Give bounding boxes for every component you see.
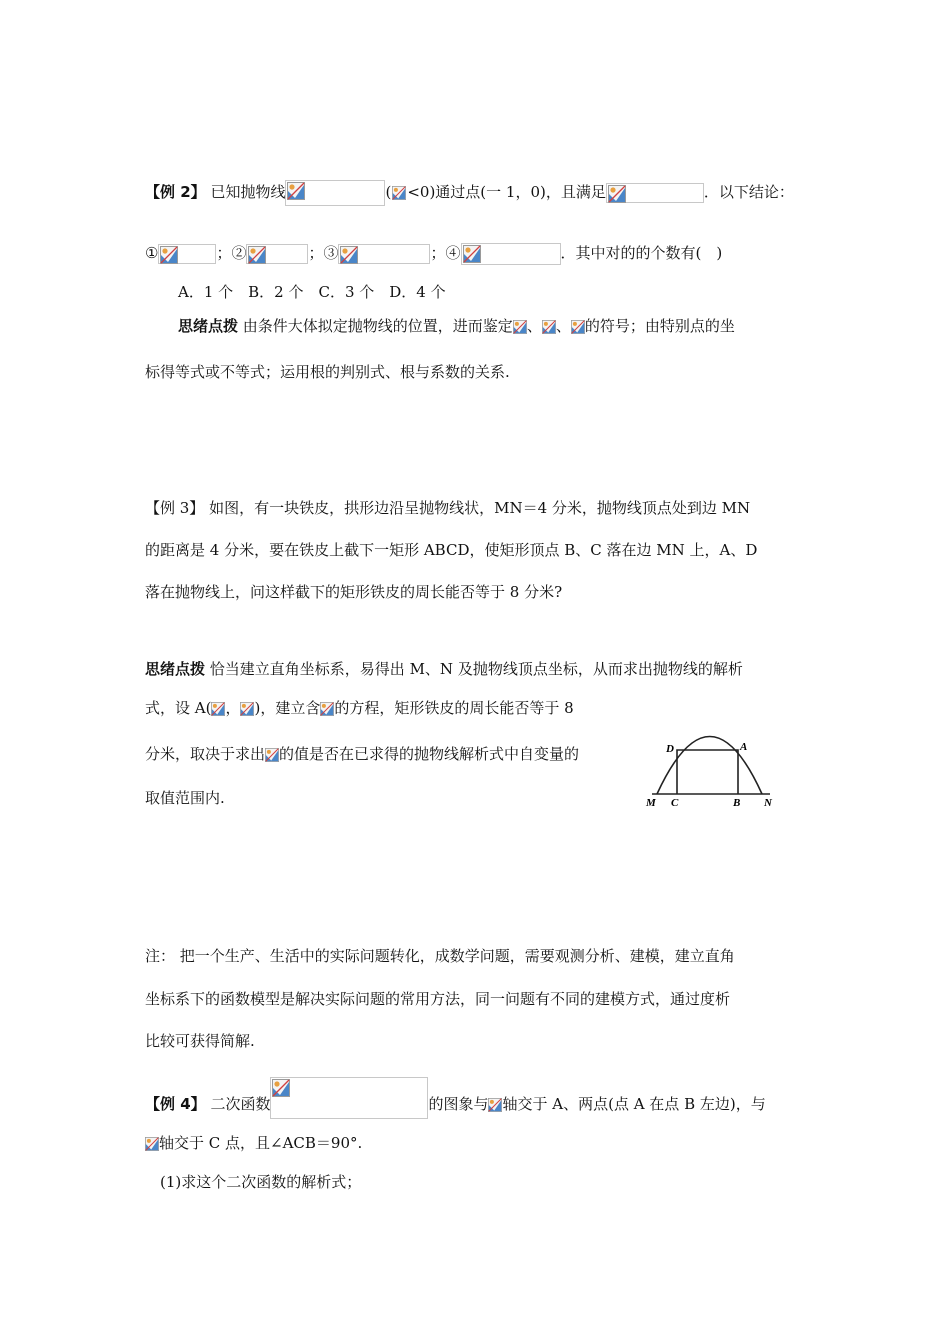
ex3-line-3: 落在抛物线上，问这样截下的矩形铁皮的周长能否等于 8 分米?: [145, 583, 563, 601]
ex2-tag: 【例 2】: [145, 183, 206, 201]
formula-image: [270, 1077, 428, 1119]
formula-image: [461, 243, 561, 265]
ex2-hint-line-1: 思绪点拨 由条件大体拟定抛物线的位置，进而鉴定 、 、 的符号；由特别点的坐: [178, 317, 735, 335]
broken-image-icon: [145, 1137, 159, 1151]
label-d: D: [666, 743, 674, 755]
rectangle-abcd: [677, 750, 738, 794]
broken-image-icon: [287, 182, 305, 200]
formula-image: [338, 244, 430, 264]
label-a: A: [740, 741, 748, 753]
formula-image: [158, 244, 216, 264]
ex4-question-1: (1)求这个二次函数的解析式；: [160, 1173, 362, 1191]
ex2-options: A．1 个 B．2 个 C．3 个 D．4 个: [178, 283, 446, 301]
label-m: M: [646, 797, 656, 809]
ex2-line-2: ① ；② ；③ ；④ ．其中对的的个数有( ): [145, 243, 815, 263]
note-line-1: 注： 把一个生产、生活中的实际问题转化，成数学问题，需要观测分析、建模，建立直角: [145, 947, 735, 965]
ex3-hint-line-4: 取值范围内.: [145, 789, 225, 807]
label-b: B: [733, 797, 741, 809]
formula-image: [246, 244, 308, 264]
ex3-line-2: 的距离是 4 分米，要在铁皮上截下一矩形 ABCD，使矩形顶点 B、C 落在边 MN 上，A、D: [145, 541, 758, 559]
parabola-rectangle-figure: [642, 716, 782, 812]
hint-label: 思绪点拨: [178, 317, 239, 335]
note-line-3: 比较可获得简解.: [145, 1032, 255, 1050]
broken-image-icon: [340, 246, 358, 264]
broken-image-icon: [513, 320, 527, 334]
broken-image-icon: [240, 702, 254, 716]
ex2-line-1: 【例 2】 已知抛物线 ( <0)通过点(一 1，0)，且满足 ．以下结论：: [145, 180, 815, 200]
broken-image-icon: [488, 1098, 502, 1112]
broken-image-icon: [463, 245, 481, 263]
ex3-hint-line-2: 式，设 A( ， )，建立含 的方程，矩形铁皮的周长能否等于 8: [145, 699, 574, 717]
broken-image-icon: [392, 186, 406, 200]
broken-image-icon: [272, 1079, 290, 1097]
broken-image-icon: [542, 320, 556, 334]
ex3-line-1: 【例 3】 如图，有一块铁皮，拱形边沿呈抛物线状，MN＝4 分米，抛物线顶点处到边 MN: [145, 499, 751, 517]
ex4-line-2: 轴交于 C 点，且∠ACB＝90°.: [145, 1133, 815, 1153]
broken-image-icon: [265, 748, 279, 762]
hint-label: 思绪点拨: [145, 660, 206, 678]
broken-image-icon: [571, 320, 585, 334]
ex4-line-1: 【例 4】 二次函数 的图象与 轴交于 A、两点(点 A 在点 B 左边)，与: [145, 1077, 815, 1097]
broken-image-icon: [211, 702, 225, 716]
label-n: N: [764, 797, 772, 809]
formula-image: [391, 185, 407, 201]
ex3-hint-line-1: 思绪点拨 恰当建立直角坐标系，易得出 M、N 及抛物线顶点坐标，从而求出抛物线的解析: [145, 660, 743, 678]
formula-image: [285, 180, 385, 206]
label-c: C: [671, 797, 679, 809]
ex3-hint-line-3: 分米，取决于求出 的值是否在已求得的抛物线解析式中自变量的: [145, 745, 580, 763]
ex4-tag: 【例 4】: [145, 1095, 206, 1113]
broken-image-icon: [248, 246, 266, 264]
ex2-hint-line-2: 标得等式或不等式；运用根的判别式、根与系数的关系.: [145, 363, 510, 381]
broken-image-icon: [608, 185, 626, 203]
broken-image-icon: [320, 702, 334, 716]
broken-image-icon: [160, 246, 178, 264]
note-line-2: 坐标系下的函数模型是解决实际问题的常用方法，同一问题有不同的建模方式，通过度析: [145, 990, 731, 1008]
formula-image: [606, 183, 704, 203]
